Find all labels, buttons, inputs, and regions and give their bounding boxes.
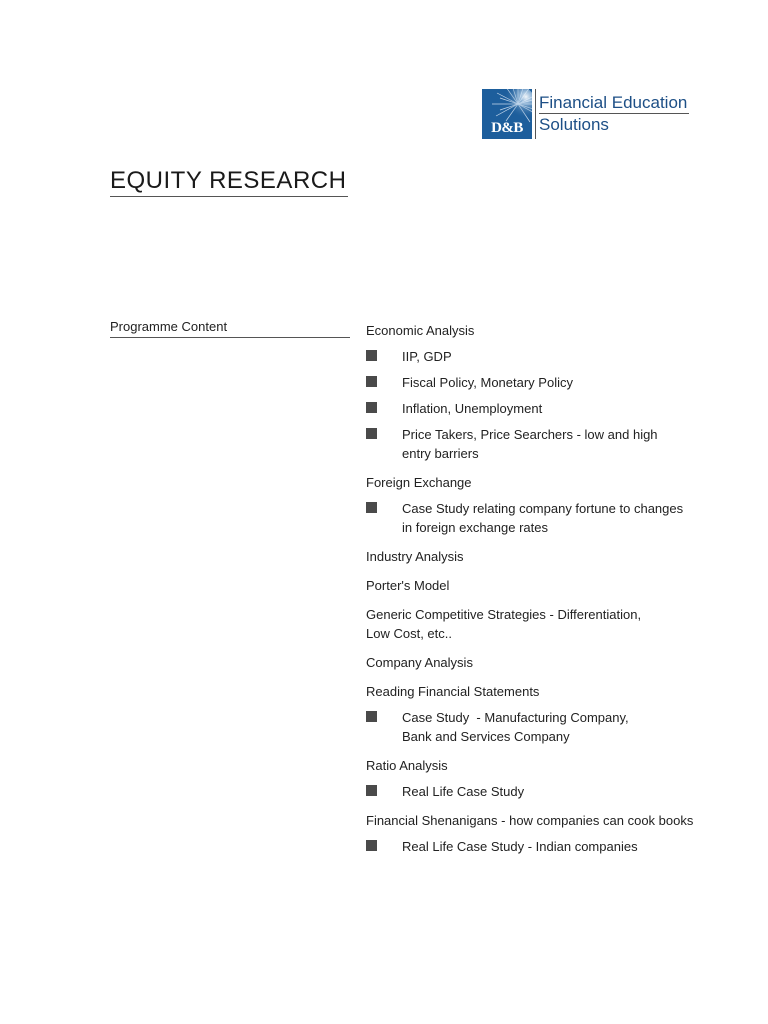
content-group-financial-shenanigans	[366, 811, 736, 856]
list-item-text: Fiscal Policy, Monetary Policy	[402, 375, 573, 390]
content-heading: Generic Competitive Strategies - Differentiation, Low Cost, etc..	[366, 607, 642, 641]
section-label: Programme Content	[110, 318, 350, 338]
content-heading: Industry Analysis	[366, 549, 464, 564]
content-group-company-analysis	[366, 653, 736, 672]
list-item	[366, 347, 736, 366]
list-item-text: Real Life Case Study - Indian companies	[402, 839, 638, 854]
list-item	[366, 425, 736, 463]
bullet-list	[366, 708, 736, 746]
content-heading: Porter's Model	[366, 578, 450, 593]
logo-mark-text: D&B	[491, 120, 523, 136]
list-item	[366, 782, 736, 801]
square-bullet-icon	[366, 840, 377, 851]
square-bullet-icon	[366, 711, 377, 722]
logo-mark	[482, 89, 532, 139]
logo-divider	[535, 89, 536, 139]
logo-text-line2: Solutions	[539, 115, 609, 134]
list-item-text: Case Study - Manufacturing Company, Bank and Services Company	[402, 710, 629, 744]
list-item-text: Price Takers, Price Searchers - low and high entry barriers	[402, 427, 658, 461]
content-heading: Financial Shenanigans - how companies can cook books	[366, 813, 694, 828]
list-item	[366, 499, 736, 537]
content-group-economic-analysis	[366, 321, 736, 463]
square-bullet-icon	[366, 350, 377, 361]
list-item-text: IIP, GDP	[402, 349, 452, 364]
programme-content	[366, 321, 736, 866]
content-heading: Company Analysis	[366, 655, 473, 670]
document-title: EQUITY RESEARCH	[110, 166, 348, 197]
logo-text-line1: Financial Education	[539, 93, 688, 112]
list-item-text: Case Study relating company fortune to changes in foreign exchange rates	[402, 501, 684, 535]
list-item	[366, 373, 736, 392]
content-heading: Reading Financial Statements	[366, 684, 540, 699]
content-heading: Economic Analysis	[366, 323, 475, 338]
bullet-list	[366, 837, 736, 856]
bullet-list	[366, 347, 736, 463]
square-bullet-icon	[366, 502, 377, 513]
content-group-competitive-strategies	[366, 605, 736, 643]
content-heading: Foreign Exchange	[366, 475, 472, 490]
content-group-financial-statements	[366, 682, 736, 746]
content-group-industry-analysis	[366, 547, 736, 566]
content-group-porters-model	[366, 576, 736, 595]
content-group-ratio-analysis	[366, 756, 736, 801]
square-bullet-icon	[366, 376, 377, 387]
square-bullet-icon	[366, 785, 377, 796]
bullet-list	[366, 499, 736, 537]
logo	[482, 89, 697, 139]
content-heading: Ratio Analysis	[366, 758, 448, 773]
content-group-foreign-exchange	[366, 473, 736, 537]
list-item	[366, 708, 736, 746]
square-bullet-icon	[366, 402, 377, 413]
list-item-text: Real Life Case Study	[402, 784, 525, 799]
list-item	[366, 837, 736, 856]
square-bullet-icon	[366, 428, 377, 439]
list-item-text: Inflation, Unemployment	[402, 401, 543, 416]
bullet-list	[366, 782, 736, 801]
list-item	[366, 399, 736, 418]
